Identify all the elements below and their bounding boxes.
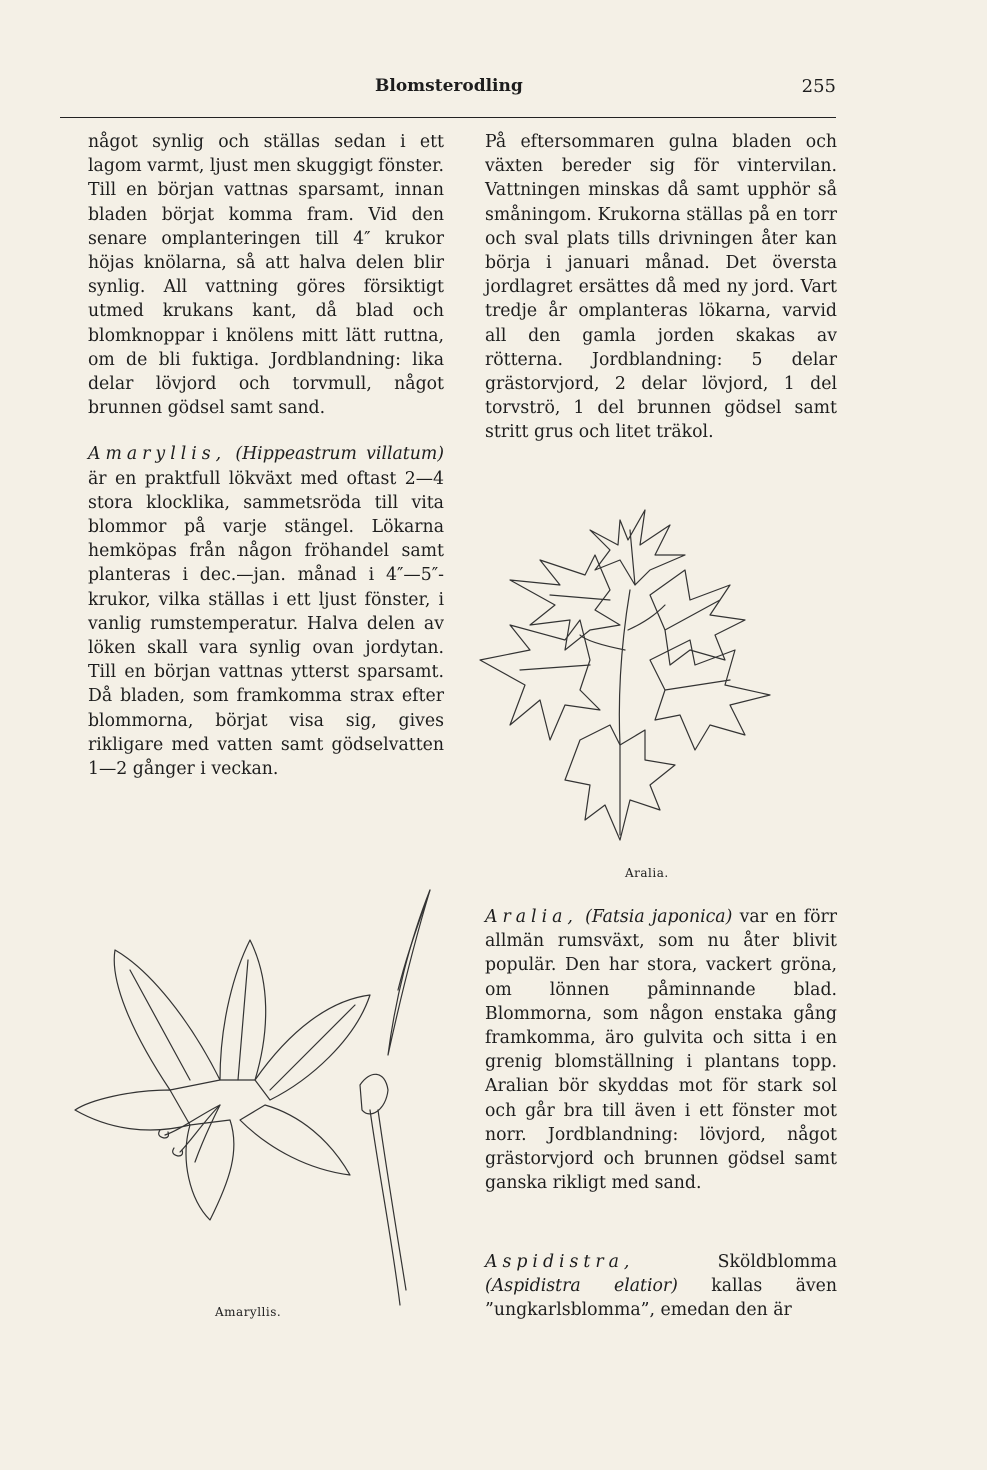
amaryllis-heading: Amaryllis, bbox=[88, 444, 227, 465]
page-number: 255 bbox=[801, 76, 836, 97]
aspidistra-latin-name: (Aspidistra elatior) bbox=[485, 1276, 678, 1297]
running-header bbox=[60, 74, 836, 104]
right-column bbox=[485, 130, 837, 445]
aspidistra-common-name: Sköldblomma bbox=[634, 1252, 837, 1272]
right-paragraph-1: På eftersommaren gulna bladen och växten bereder sig för vintervilan. Vattningen minskas då samt upphör så småningom. Krukorna ställas på en torr och sval plats tills drivningen åter kan börja i januari månad. Det översta jordlagret ersättes då med ny jord. Vart tredje år omplanteras lökarna, varvid all den gamla jorden skakas av rötterna. Jordblandning: 5 delar grästorvjord, 2 delar lövjord, 1 del torvströ, 1 del brunnen gödsel samt stritt grus och litet träkol. bbox=[485, 132, 837, 443]
aralia-body: var en förr allmän rumsväxt, som nu åter blivit populär. Den har stora, vackert gröna, om lönnen påminnande blad. Blommorna, som någon enstaka gång framkomma, äro gulvita och sitta i en grenig blomställning i plantans topp. Aralian bör skyddas mot för stark sol och går bra till även i ett fönster mot norr. Jordblandning: lövjord, något grästorvjord och brunnen gödsel samt ganska rikligt med sand. bbox=[485, 907, 837, 1194]
aralia-latin-name: (Fatsia japonica) bbox=[585, 907, 733, 927]
aralia-paragraph bbox=[485, 905, 837, 1195]
aspidistra-body: kallas även ”ungkarlsblomma”, emedan den är bbox=[485, 1276, 837, 1321]
aralia-caption: Aralia. bbox=[625, 866, 669, 880]
aralia-illustration bbox=[470, 500, 840, 860]
aspidistra-paragraph bbox=[485, 1250, 837, 1323]
running-title: Blomsterodling bbox=[375, 76, 523, 96]
amaryllis-caption: Amaryllis. bbox=[215, 1305, 282, 1319]
left-column bbox=[88, 130, 444, 781]
header-rule bbox=[60, 117, 836, 118]
aspidistra-heading: Aspidistra, bbox=[485, 1252, 635, 1272]
amaryllis-body: är en praktfull lökväxt med oftast 2—4 stora klocklika, sammetsröda till vita blommor på varje stängel. Lökarna hemköpas från någon fröhandel samt planteras i dec.—jan. månad i 4″—5″-krukor, vilka ställas i ett ljust fönster, i vanlig rumstemperatur. Halva delen av löken skall vara synlig ovan jordytan. Till en början vattnas ytterst sparsamt. Då bladen, som framkomma strax efter blommorna, börjat visa sig, gives rikligare med vatten samt gödselvatten 1—2 gånger i veckan. bbox=[88, 468, 444, 780]
amaryllis-paragraph bbox=[88, 442, 444, 781]
amaryllis-illustration bbox=[70, 880, 440, 1320]
amaryllis-latin-name: (Hippeastrum villatum) bbox=[235, 444, 444, 465]
aralia-heading: Aralia, bbox=[485, 907, 578, 927]
left-paragraph-1: något synlig och ställas sedan i ett lagom varmt, ljust men skuggigt fönster. Till en början vattnas sparsamt, innan bladen börjat komma fram. Vid den senare omplanteringen till 4″ krukor höjas knölarna, så att halva delen blir synlig. All vattning göres försiktigt utmed krukans kant, då blad och blomknoppar i knölens mitt lätt ruttna, om de bli fuktiga. Jordblandning: lika delar lövjord och torvmull, något brunnen gödsel samt sand. bbox=[88, 132, 444, 419]
